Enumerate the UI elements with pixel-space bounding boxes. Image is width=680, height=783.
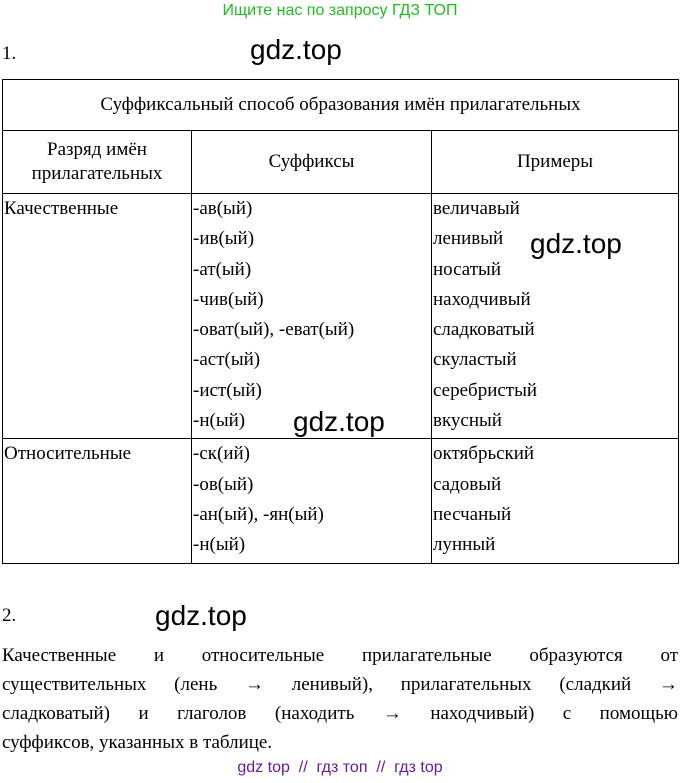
suffixes-cell <box>192 194 432 439</box>
category-name: Относительные <box>4 443 132 465</box>
watermark-table-right: gdz.top <box>530 228 622 259</box>
example-item: вкусный <box>433 410 502 432</box>
header-suffixes: Суффиксы <box>192 131 432 194</box>
example-item: ленивый <box>433 228 504 250</box>
category-cell <box>3 194 192 439</box>
watermark-top: gdz.top <box>250 34 342 65</box>
category-cell <box>3 439 192 563</box>
table-header-row <box>3 131 679 194</box>
example-item: садовый <box>433 473 502 495</box>
watermark-section-2: gdz.top <box>155 600 247 631</box>
suffixes-cell <box>192 439 432 563</box>
suffix-item: -н(ый) <box>193 534 246 556</box>
paragraph-line: сладковатый) и глаголов (находить → находчивый) с помощью <box>2 703 678 724</box>
suffix-item: -ат(ый) <box>193 258 252 280</box>
header-category-line2: прилагательных <box>31 163 163 184</box>
suffix-item: -чив(ый) <box>193 288 264 310</box>
suffix-item: -ск(ий) <box>193 443 250 465</box>
watermark-table-middle: gdz.top <box>293 406 385 437</box>
suffix-item: -ов(ый) <box>193 473 254 495</box>
suffix-item: -аст(ый) <box>193 349 261 371</box>
table-row <box>3 439 679 563</box>
category-name: Качественные <box>4 198 119 219</box>
example-item: скуластый <box>433 349 517 371</box>
section-1-number: 1. <box>2 43 17 64</box>
example-item: лунный <box>433 534 496 556</box>
table-title-row <box>3 80 679 131</box>
suffix-table <box>2 79 679 564</box>
paragraph-line: существительных (лень → ленивый), прилагательных (сладкий → <box>2 674 678 695</box>
example-item: серебристый <box>433 379 538 401</box>
suffix-item: -оват(ый), -еват(ый) <box>193 319 355 341</box>
example-item: носатый <box>433 258 501 280</box>
paragraph-line: суффиксов, указанных в таблице. <box>2 732 273 753</box>
paragraph-line: Качественные и относительные прилагательные образуются от <box>2 645 678 666</box>
example-item: находчивый <box>433 288 531 310</box>
example-item: сладковатый <box>433 319 535 341</box>
suffix-item: -ав(ый) <box>193 198 253 219</box>
header-examples: Примеры <box>432 131 679 194</box>
header-category-line1: Разряд имён <box>47 139 147 160</box>
examples-cell <box>432 439 679 563</box>
section-2-paragraph <box>2 641 678 757</box>
footer-links[interactable]: gdz top // гдз топ // гдз top <box>237 759 443 776</box>
search-hint-link[interactable]: Ищите нас по запросу ГДЗ ТОП <box>222 2 458 19</box>
suffix-item: -ан(ый), -ян(ый) <box>193 503 324 525</box>
example-item: величавый <box>433 198 520 219</box>
suffix-item: -ив(ый) <box>193 228 255 250</box>
example-item: октябрьский <box>433 443 535 465</box>
header-category <box>3 131 192 194</box>
suffix-item: -н(ый) <box>193 410 246 432</box>
table-title: Суффиксальный способ образования имён прилагательных <box>3 80 679 131</box>
suffix-item: -ист(ый) <box>193 379 262 401</box>
example-item: песчаный <box>433 503 512 525</box>
section-2-number: 2. <box>2 605 17 626</box>
